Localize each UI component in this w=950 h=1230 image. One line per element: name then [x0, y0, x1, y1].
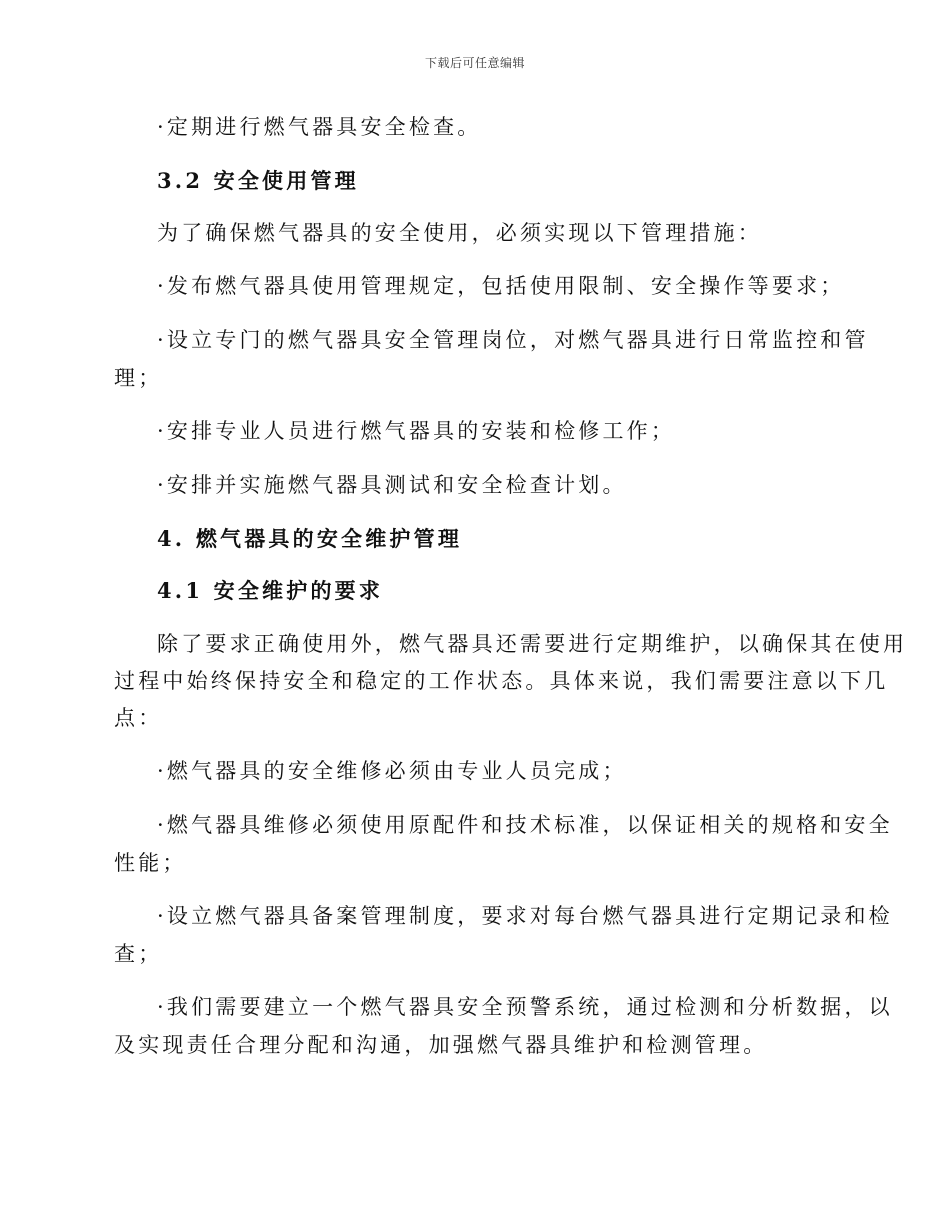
section-heading: 4. 燃气器具的安全维护管理	[157, 526, 463, 551]
subsection-heading: 4.1 安全维护的要求	[157, 578, 384, 603]
page-header: 下载后可任意编辑	[424, 56, 525, 70]
bullet-item: ·定期进行燃气器具安全检查。	[157, 115, 482, 139]
bullet-item-continuation: 及实现责任合理分配和沟通，加强燃气器具维护和检测管理。	[114, 1033, 768, 1057]
bullet-item: ·发布燃气器具使用管理规定，包括使用限制、安全操作等要求；	[157, 274, 845, 298]
bullet-item: ·燃气器具的安全维修必须由专业人员完成；	[157, 759, 627, 783]
bullet-item: ·我们需要建立一个燃气器具安全预警系统，通过检测和分析数据，以	[157, 995, 893, 1019]
bullet-item-continuation: 理；	[114, 366, 163, 390]
bullet-item: ·设立专门的燃气器具安全管理岗位，对燃气器具进行日常监控和管	[157, 328, 869, 352]
paragraph: 除了要求正确使用外，燃气器具还需要进行定期维护，以确保其在使用	[157, 632, 908, 656]
bullet-item-continuation: 查；	[114, 942, 163, 966]
paragraph-continuation: 点：	[114, 706, 163, 730]
bullet-item: ·安排专业人员进行燃气器具的安装和检修工作；	[157, 419, 676, 443]
bullet-item: ·安排并实施燃气器具测试和安全检查计划。	[157, 473, 627, 497]
section-heading: 3.2 安全使用管理	[157, 168, 359, 193]
paragraph-continuation: 过程中始终保持安全和稳定的工作状态。具体来说，我们需要注意以下几	[114, 669, 889, 693]
paragraph: 为了确保燃气器具的安全使用，必须实现以下管理措施：	[157, 221, 762, 245]
bullet-item-continuation: 性能；	[114, 851, 187, 875]
bullet-item: ·燃气器具维修必须使用原配件和技术标准，以保证相关的规格和安全	[157, 813, 893, 837]
bullet-item: ·设立燃气器具备案管理制度，要求对每台燃气器具进行定期记录和检	[157, 904, 893, 928]
